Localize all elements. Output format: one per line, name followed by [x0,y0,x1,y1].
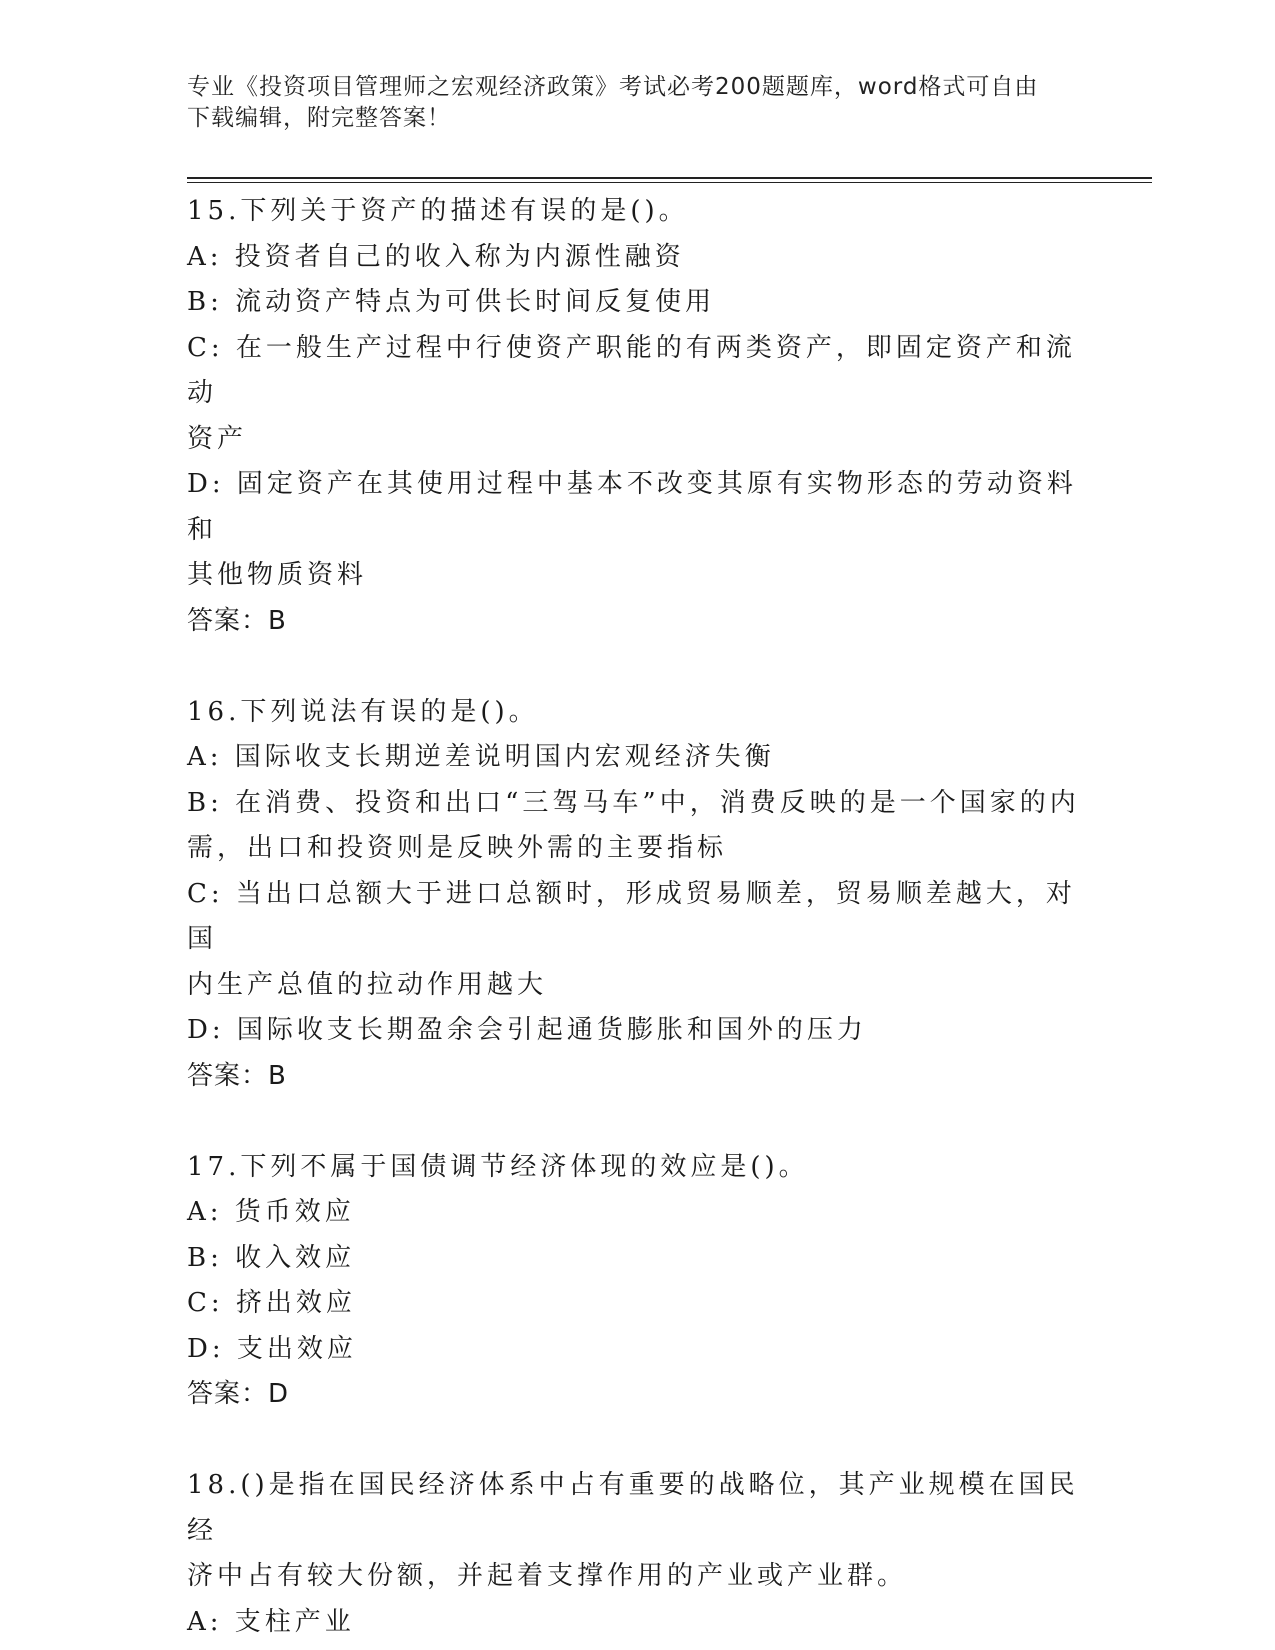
question-stem: 16.下列说法有误的是()。 [187,696,539,727]
question-16 [187,690,1087,1100]
option-a: A: 支柱产业 [187,1606,355,1637]
option-c: C: 当出口总额大于进口总额时，形成贸易顺差，贸易顺差越大，对国 [187,878,1076,954]
option-b: B: 收入效应 [187,1242,356,1273]
question-spacer [187,1418,1087,1464]
question-stem: 17.下列不属于国债调节经济体现的效应是()。 [187,1151,809,1182]
option-b: B: 在消费、投资和出口“三驾马车”中，消费反映的是一个国家的内 [187,787,1080,818]
header-divider-thick [187,177,1152,179]
option-b: B: 流动资产特点为可供长时间反复使用 [187,287,716,317]
header-line-1: 专业《投资项目管理师之宏观经济政策》考试必考200题题库，word格式可自由 [187,74,1039,100]
question-spacer [187,644,1087,690]
answer-label: 答案：B [187,605,287,636]
option-d-continued: 其他物质资料 [187,560,368,590]
option-c-continued: 内生产总值的拉动作用越大 [187,969,548,1000]
option-d: D: 固定资产在其使用过程中基本不改变其原有实物形态的劳动资料和 [187,469,1077,545]
answer-label: 答案：D [187,1379,290,1409]
question-stem: 18.()是指在国民经济体系中占有重要的战略位，其产业规模在国民经 [187,1470,1079,1546]
option-d: D: 支出效应 [187,1333,357,1364]
header-line-2: 下载编辑，附完整答案！ [187,105,451,131]
question-stem: 15.下列关于资产的描述有误的是()。 [187,196,689,226]
question-17 [187,1145,1087,1418]
question-15 [187,189,1087,644]
option-d: D: 国际收支长期盈余会引起通货膨胀和国外的压力 [187,1015,867,1045]
question-spacer [187,1099,1087,1145]
question-list [187,189,1087,1645]
option-a: A: 货币效应 [187,1197,355,1227]
option-c-continued: 资产 [187,423,248,454]
option-b-continued: 需，出口和投资则是反映外需的主要指标 [187,833,728,863]
question-stem-continued: 济中占有较大份额，并起着支撑作用的产业或产业群。 [187,1561,908,1591]
option-c: C: 挤出效应 [187,1288,356,1318]
option-a: A: 投资者自己的收入称为内源性融资 [187,241,685,272]
header-divider-thin [187,182,1152,183]
document-header [187,72,1067,134]
option-a: A: 国际收支长期逆差说明国内宏观经济失衡 [187,742,775,772]
question-18 [187,1463,1087,1645]
option-c: C: 在一般生产过程中行使资产职能的有两类资产，即固定资产和流动 [187,332,1076,408]
answer-label: 答案：B [187,1060,287,1091]
